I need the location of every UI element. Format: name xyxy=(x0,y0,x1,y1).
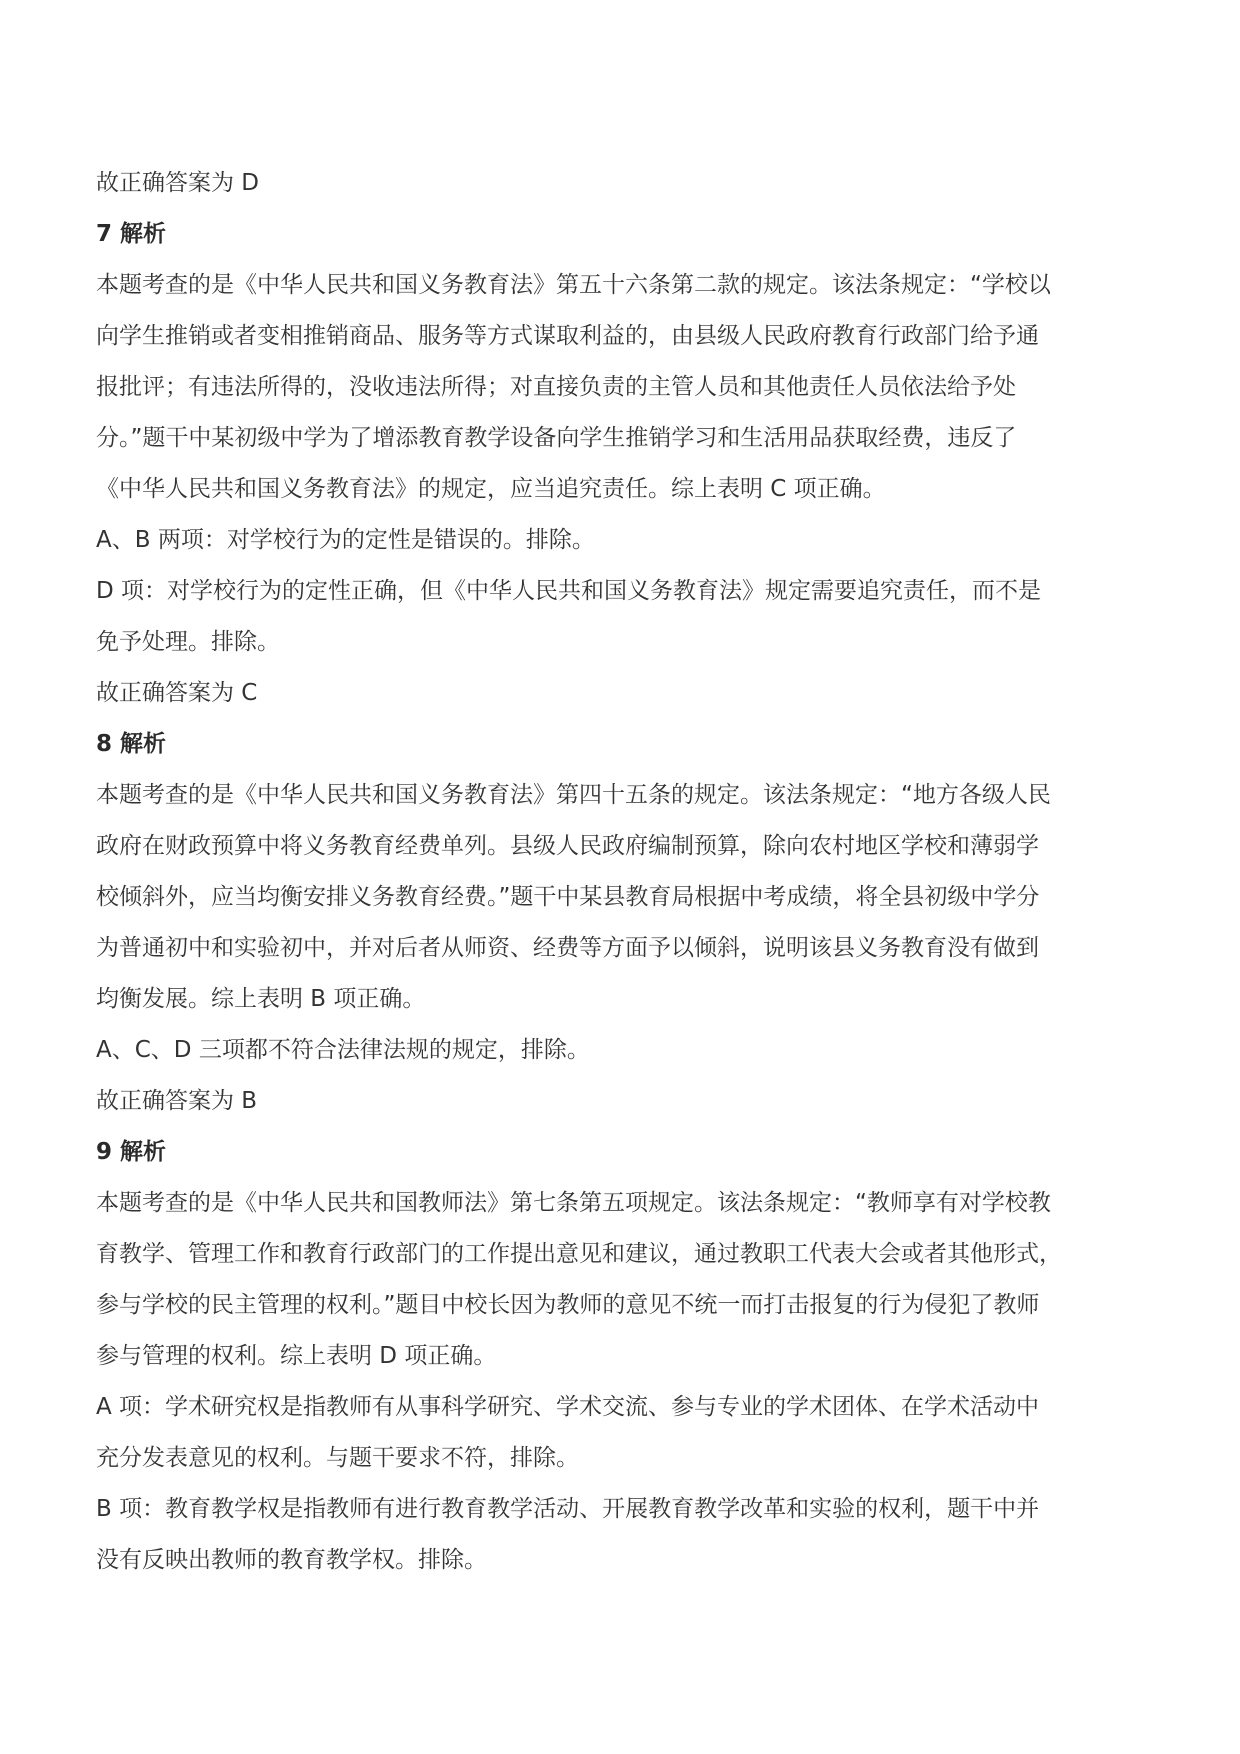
paragraph-line: 政府在财政预算中将义务教育经费单列。县级人民政府编制预算，除向农村地区学校和薄弱学 xyxy=(96,833,1039,859)
explanation-paragraph xyxy=(96,770,1146,1025)
paragraph-line: 校倾斜外，应当均衡安排义务教育经费。”题干中某县教育局根据中考成绩，将全县初级中学分 xyxy=(96,884,1040,910)
paragraph-line: 育教学、管理工作和教育行政部门的工作提出意见和建议，通过教职工代表大会或者其他形式， xyxy=(96,1241,1062,1267)
paragraph-line: 本题考查的是《中华人民共和国义务教育法》第四十五条的规定。该法条规定：“地方各级人民 xyxy=(96,782,1051,808)
paragraph-line: A、B 两项：对学校行为的定性是错误的。排除。 xyxy=(96,527,595,553)
paragraph-line: 充分发表意见的权利。与题干要求不符，排除。 xyxy=(96,1445,579,1471)
explanation-paragraph xyxy=(96,260,1146,515)
paragraph-line: 参与学校的民主管理的权利。”题目中校长因为教师的意见不统一而打击报复的行为侵犯了教师 xyxy=(96,1292,1040,1318)
answer-line: 故正确答案为 B xyxy=(96,1088,258,1114)
document-page xyxy=(96,158,1146,1586)
paragraph-line: 分。”题干中某初级中学为了增添教育教学设备向学生推销学习和生活用品获取经费，违反了 xyxy=(96,425,1017,451)
question-heading: 7 解析 xyxy=(96,221,167,247)
paragraph-line: 参与管理的权利。综上表明 D 项正确。 xyxy=(96,1343,497,1369)
paragraph-line: 向学生推销或者变相推销商品、服务等方式谋取利益的，由县级人民政府教育行政部门给予通 xyxy=(96,323,1039,349)
answer-line: 故正确答案为 D xyxy=(96,170,260,196)
paragraph-line: 没有反映出教师的教育教学权。排除。 xyxy=(96,1547,487,1573)
paragraph-line: D 项：对学校行为的定性正确，但《中华人民共和国义务教育法》规定需要追究责任，而不是 xyxy=(96,578,1042,604)
paragraph-line: A 项：学术研究权是指教师有从事科学研究、学术交流、参与专业的学术团体、在学术活动中 xyxy=(96,1394,1040,1420)
question-heading: 8 解析 xyxy=(96,731,167,757)
explanation-paragraph xyxy=(96,566,1146,668)
question-heading: 9 解析 xyxy=(96,1139,167,1165)
paragraph-line: 均衡发展。综上表明 B 项正确。 xyxy=(96,986,426,1012)
explanation-paragraph xyxy=(96,515,1146,566)
paragraph-line: 免予处理。排除。 xyxy=(96,629,280,655)
paragraph-line: 《中华人民共和国义务教育法》的规定，应当追究责任。综上表明 C 项正确。 xyxy=(96,476,886,502)
explanation-paragraph xyxy=(96,1025,1146,1076)
paragraph-line: 为普通初中和实验初中，并对后者从师资、经费等方面予以倾斜，说明该县义务教育没有做到 xyxy=(96,935,1039,961)
explanation-paragraph xyxy=(96,1484,1146,1586)
answer-line: 故正确答案为 C xyxy=(96,680,258,706)
paragraph-line: 本题考查的是《中华人民共和国义务教育法》第五十六条第二款的规定。该法条规定：“学校以 xyxy=(96,272,1051,298)
paragraph-line: B 项：教育教学权是指教师有进行教育教学活动、开展教育教学改革和实验的权利，题干中并 xyxy=(96,1496,1040,1522)
paragraph-line: 报批评；有违法所得的，没收违法所得；对直接负责的主管人员和其他责任人员依法给予处 xyxy=(96,374,1016,400)
explanation-paragraph xyxy=(96,1178,1146,1382)
paragraph-line: A、C、D 三项都不符合法律法规的规定，排除。 xyxy=(96,1037,590,1063)
paragraph-line: 本题考查的是《中华人民共和国教师法》第七条第五项规定。该法条规定：“教师享有对学校教 xyxy=(96,1190,1051,1216)
explanation-paragraph xyxy=(96,1382,1146,1484)
